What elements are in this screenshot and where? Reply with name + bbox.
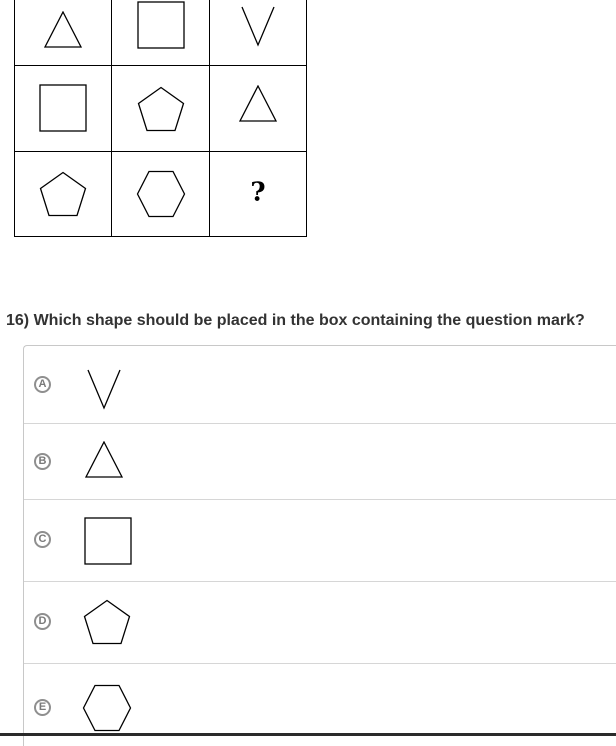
- grid-cell: [15, 66, 112, 152]
- square-icon: [137, 1, 185, 49]
- hexagon-icon: [136, 170, 186, 218]
- option-c[interactable]: [24, 500, 616, 582]
- grid-row: [15, 0, 307, 66]
- puzzle-grid: [14, 0, 307, 237]
- radio-e[interactable]: E: [34, 699, 51, 716]
- grid-row: [15, 152, 307, 237]
- grid-cell: [210, 0, 307, 66]
- question-mark: ?: [250, 177, 266, 208]
- v-shape-icon: [240, 5, 276, 47]
- answer-options: [23, 345, 616, 746]
- hexagon-icon: [82, 684, 132, 732]
- option-b[interactable]: [24, 423, 616, 500]
- grid-cell: [112, 152, 210, 237]
- triangle-icon: [84, 441, 124, 479]
- option-d[interactable]: [24, 582, 616, 664]
- radio-c[interactable]: C: [34, 531, 51, 548]
- v-shape-icon: [86, 368, 122, 410]
- grid-cell: [112, 0, 210, 66]
- question-text: 16) Which shape should be placed in the box containing the question mark?: [6, 312, 585, 329]
- radio-a[interactable]: A: [34, 376, 51, 393]
- pentagon-icon: [83, 599, 131, 645]
- radio-d[interactable]: D: [34, 613, 51, 630]
- square-icon: [39, 84, 87, 132]
- grid-cell-missing: [210, 152, 307, 237]
- square-icon: [84, 517, 132, 565]
- grid-cell: [210, 66, 307, 152]
- grid-cell: [112, 66, 210, 152]
- option-a[interactable]: [24, 346, 616, 424]
- grid-row: [15, 66, 307, 152]
- pentagon-icon: [137, 86, 185, 132]
- grid-cell: [15, 152, 112, 237]
- pentagon-icon: [39, 171, 87, 217]
- triangle-icon: [43, 11, 83, 49]
- triangle-icon: [238, 85, 278, 123]
- radio-b[interactable]: B: [34, 453, 51, 470]
- grid-cell: [15, 0, 112, 66]
